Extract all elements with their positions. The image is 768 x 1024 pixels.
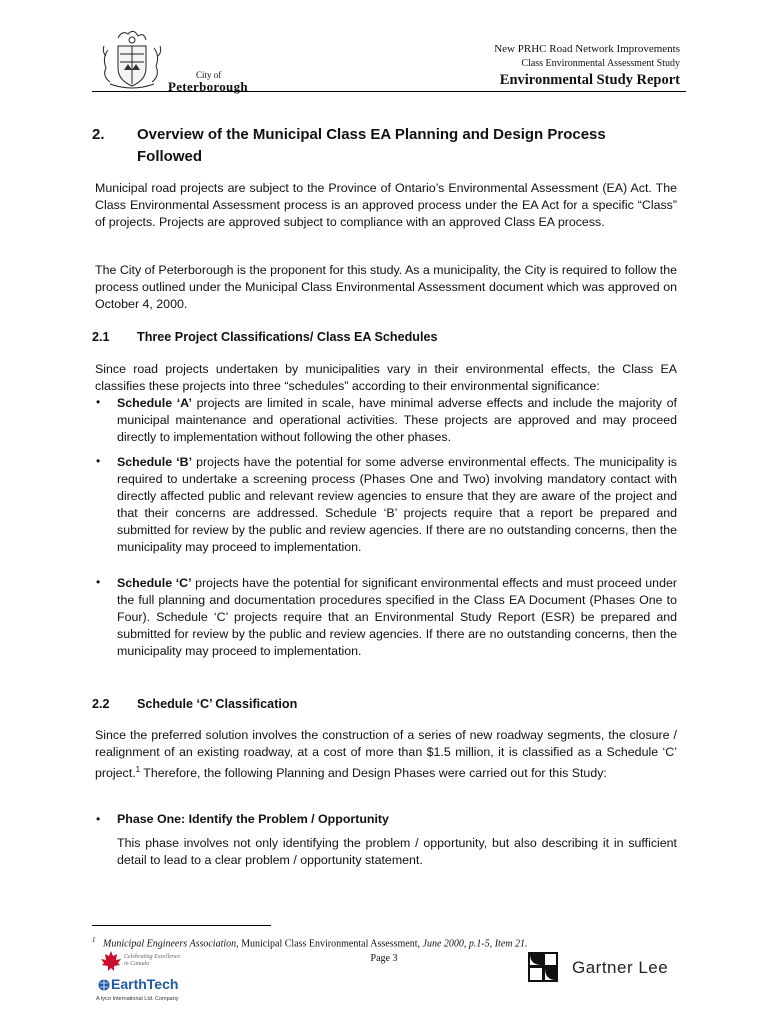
earthtech-subtitle: A tyco International Ltd. Company [96,996,179,1002]
header-report-title: Environmental Study Report [499,72,680,88]
schedule-c-item [117,575,677,660]
gartner-lee-logo [528,952,678,984]
earthtech-logo [94,948,194,1010]
subsection-21-title: Three Project Classifications/ Class EA Schedules [137,330,438,344]
city-of-peterborough-logo [96,26,248,94]
section-paragraph-1: Municipal road projects are subject to the Province of Ontario’s Environmental Assessment (EA) Act. The Class Environmental Assessment process is an approved process under the EA Act for a specific “Class” of projects. Projects are approved subject to compliance with an approved Class EA process. [95,181,677,230]
schedule-b-lead: Schedule ‘B’ [117,455,193,469]
gartner-lee-mark-icon [528,952,558,982]
earthtech-tagline: Celebrating Excellence in Canada [124,954,181,967]
maple-leaf-icon [98,950,124,972]
subsection-21-number: 2.1 [92,330,110,344]
header-study-name: Class Environmental Assessment Study [521,58,680,69]
subsection-22-paragraph-part2: Therefore, the following Planning and Design Phases were carried out for this Study: [140,766,607,781]
page-number: Page 3 [370,953,398,964]
schedule-a-text: projects are limited in scale, have minimal adverse effects and include the majority of municipal maintenance and operational activities. These projects are approved and may proceed directly to implementation without following the other phases. [117,396,677,445]
header-project-name: New PRHC Road Network Improvements [494,43,680,55]
subsection-22-paragraph-part1: Since the preferred solution involves the construction of a series of new roadway segments, the closure / realignment of an existing roadway, at a cost of more than $1.5 million, it is classified as a Schedule ‘C’ project. [95,728,677,781]
schedule-b-text: projects have the potential for some adverse environmental effects. The municipality is required to undertake a screening process (Phases One and Two) involving mandatory contact with directly affected public and relevant review agencies to ensure that they are aware of the project and that their concerns are addressed. Schedule ‘B’ projects require that a report be prepared and submitted for review by the public and review agencies. If there are no outstanding concerns, then the municipality may proceed to implementation. [117,455,677,555]
footnote-cite: June 2000, p.1-5, Item 21. [420,938,528,950]
phase-one-title: Phase One: Identify the Problem / Opportunity [117,812,389,826]
logo-city-of: City of [196,70,222,80]
subsection-21-intro: Since road projects undertaken by municipalities vary in their environmental effects, the Class EA classifies these projects into three “schedules” according to their environmental significance: [95,362,677,394]
bullet-icon: • [96,454,101,468]
bullet-icon: • [96,395,101,409]
schedule-c-lead: Schedule ‘C’ [117,576,192,590]
schedule-c-text: projects have the potential for significant environmental effects and must proceed under the full planning and documentation procedures specified in the Class EA Document (Phases One to Four). Schedule ‘C’ projects require that an Environmental Study Report (ESR) be prepared and submitted for review by the public and review agencies. If there are no outstanding concerns, then the municipality may proceed to implementation. [117,576,677,659]
footnote-doc: Municipal Class Environmental Assessment, [238,938,421,950]
phase-one-text: This phase involves not only identifying the problem / opportunity, but also describing it in sufficient detail to lead to a clear problem / opportunity statement. [117,836,677,868]
footnote-org: Municipal Engineers Association, [103,938,239,950]
footnote-marker: 1 [92,936,96,944]
bullet-icon: • [96,575,101,589]
footnote-divider [92,925,271,926]
section-title: Overview of the Municipal Class EA Planning and Design Process Followed [137,126,606,165]
footnote-reference: 1 [135,765,141,775]
section-paragraph-2: The City of Peterborough is the proponent for this study. As a municipality, the City is required to follow the process outlined under the Municipal Class Environmental Assessment document which was approved on October 4, 2000. [95,263,677,312]
bullet-icon: • [96,812,101,826]
subsection-22-number: 2.2 [92,697,110,711]
earthtech-name: EarthTech [111,976,179,992]
logo-city-name: Peterborough [168,79,248,94]
subsection-22-title: Schedule ‘C’ Classification [137,697,298,711]
section-number: 2. [92,126,105,143]
schedule-a-lead: Schedule ‘A’ [117,396,192,410]
subsection-22-paragraph [95,727,677,782]
schedule-a-item [117,395,677,446]
globe-icon [98,978,110,992]
schedule-b-item [117,454,677,557]
header-divider [92,91,686,92]
gartner-lee-name: Gartner Lee [572,958,669,977]
